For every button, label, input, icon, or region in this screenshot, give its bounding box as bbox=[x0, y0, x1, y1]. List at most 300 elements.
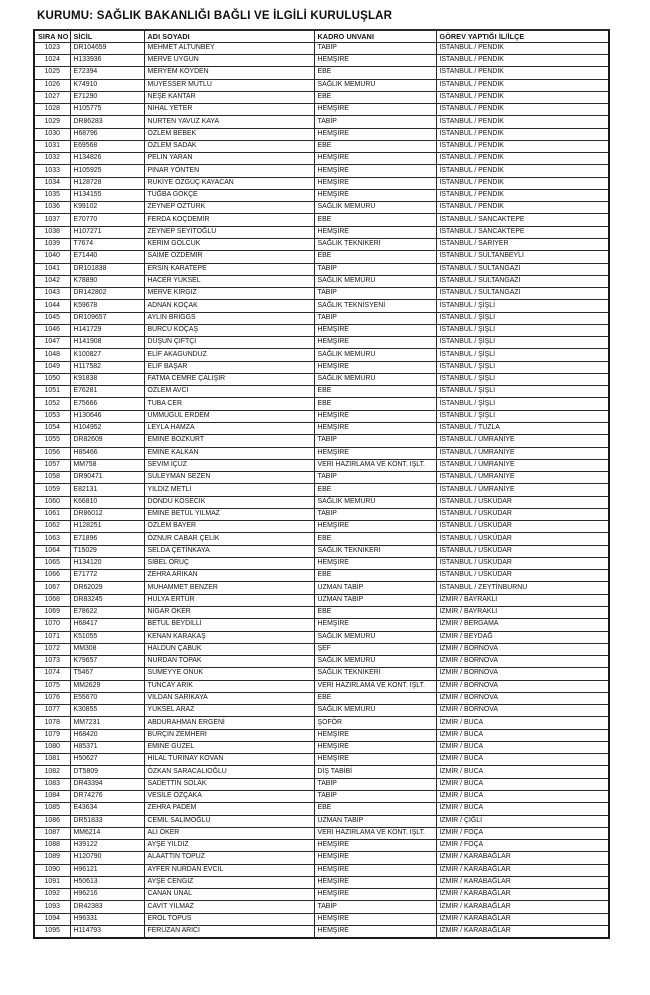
table-cell: BETÜL BEYDİLLİ bbox=[144, 619, 314, 631]
table-cell: İSTANBUL / ÜMRANİYE bbox=[436, 459, 609, 471]
table-cell: DR51833 bbox=[70, 815, 144, 827]
table-row bbox=[34, 484, 609, 496]
table-cell: TUNCAY ARIK bbox=[144, 680, 314, 692]
table-cell: H68420 bbox=[70, 729, 144, 741]
table-cell: 1049 bbox=[34, 361, 70, 373]
table-cell: DR83245 bbox=[70, 594, 144, 606]
table-cell: TABİP bbox=[314, 288, 436, 300]
table-row bbox=[34, 42, 609, 54]
table-row bbox=[34, 631, 609, 643]
table-cell: İSTANBUL / ŞİŞLİ bbox=[436, 373, 609, 385]
table-cell: ÖZLEM SADAK bbox=[144, 140, 314, 152]
table-cell: H50627 bbox=[70, 754, 144, 766]
table-cell: İSTANBUL / SANCAKTEPE bbox=[436, 226, 609, 238]
table-cell: 1034 bbox=[34, 177, 70, 189]
table-cell: H128251 bbox=[70, 521, 144, 533]
table-row bbox=[34, 840, 609, 852]
table-cell: DR86283 bbox=[70, 116, 144, 128]
table-cell: 1074 bbox=[34, 668, 70, 680]
table-cell: 1093 bbox=[34, 901, 70, 913]
table-cell: ABDURAHMAN ERGENİ bbox=[144, 717, 314, 729]
table-cell: 1079 bbox=[34, 729, 70, 741]
table-row bbox=[34, 140, 609, 152]
table-cell: TABİP bbox=[314, 472, 436, 484]
table-cell: 1041 bbox=[34, 263, 70, 275]
table-cell: HEMŞİRE bbox=[314, 324, 436, 336]
table-cell: MEHMET ALTUNBEY bbox=[144, 42, 314, 54]
table-cell: HEMŞİRE bbox=[314, 128, 436, 140]
table-header bbox=[34, 30, 609, 42]
table-cell: TABİP bbox=[314, 790, 436, 802]
table-cell: EMİNE BOZKURT bbox=[144, 435, 314, 447]
table-cell: MERYEM KÖYDEN bbox=[144, 67, 314, 79]
table-cell: AYŞE YILDIZ bbox=[144, 840, 314, 852]
table-cell: H105925 bbox=[70, 165, 144, 177]
table-cell: HEMŞİRE bbox=[314, 557, 436, 569]
table-cell: 1036 bbox=[34, 202, 70, 214]
table-row bbox=[34, 754, 609, 766]
table-cell: H120790 bbox=[70, 852, 144, 864]
table-cell: EROL TOPUS bbox=[144, 913, 314, 925]
table-cell: DR104659 bbox=[70, 42, 144, 54]
table-cell: ALİ ÖKER bbox=[144, 827, 314, 839]
table-cell: ZEYNEP ÖZTÜRK bbox=[144, 202, 314, 214]
table-cell: İZMİR / BUCA bbox=[436, 717, 609, 729]
table-cell: 1094 bbox=[34, 913, 70, 925]
table-cell: K79657 bbox=[70, 656, 144, 668]
table-cell: SAĞLIK TEKNİKERİ bbox=[314, 668, 436, 680]
table-cell: ŞEF bbox=[314, 643, 436, 655]
table-cell: SAĞLIK MEMURU bbox=[314, 705, 436, 717]
table-row bbox=[34, 901, 609, 913]
table-cell: İZMİR / BORNOVA bbox=[436, 656, 609, 668]
table-cell: SAİME ÖZDEMİR bbox=[144, 251, 314, 263]
table-cell: YILDIZ METLİ bbox=[144, 484, 314, 496]
table-cell: KENAN KARAKAŞ bbox=[144, 631, 314, 643]
table-cell: 1046 bbox=[34, 324, 70, 336]
table-cell: İSTANBUL / TUZLA bbox=[436, 423, 609, 435]
table-cell: İSTANBUL / SULTANGAZİ bbox=[436, 263, 609, 275]
table-row bbox=[34, 766, 609, 778]
table-cell: İSTANBUL / PENDİK bbox=[436, 153, 609, 165]
table-cell: İSTANBUL / PENDİK bbox=[436, 42, 609, 54]
table-cell: BURÇİN ZEMHERİ bbox=[144, 729, 314, 741]
table-cell: DÜŞÜN ÇİFTÇİ bbox=[144, 337, 314, 349]
table-cell: İSTANBUL / ŞİŞLİ bbox=[436, 386, 609, 398]
table-cell: 1045 bbox=[34, 312, 70, 324]
table-cell: TUĞBA GÖKÇE bbox=[144, 189, 314, 201]
table-cell: İZMİR / BUCA bbox=[436, 790, 609, 802]
table-cell: HALDUN ÇABUK bbox=[144, 643, 314, 655]
table-cell: İSTANBUL / ÜMRANİYE bbox=[436, 435, 609, 447]
table-row bbox=[34, 533, 609, 545]
table-cell: SÜLEYMAN SEZEN bbox=[144, 472, 314, 484]
table-cell: İSTANBUL / SULTANGAZİ bbox=[436, 275, 609, 287]
table-cell: 1088 bbox=[34, 840, 70, 852]
table-cell: İZMİR / KARABAĞLAR bbox=[436, 913, 609, 925]
table-cell: 1061 bbox=[34, 508, 70, 520]
table-cell: İSTANBUL / PENDİK bbox=[436, 128, 609, 140]
table-cell: DİŞ TABİBİ bbox=[314, 766, 436, 778]
table-cell: H134155 bbox=[70, 189, 144, 201]
table-row bbox=[34, 226, 609, 238]
table-cell: HEMŞİRE bbox=[314, 521, 436, 533]
table-cell: MM7231 bbox=[70, 717, 144, 729]
table-cell: T7674 bbox=[70, 239, 144, 251]
table-cell: 1087 bbox=[34, 827, 70, 839]
table-cell: SAĞLIK MEMURU bbox=[314, 349, 436, 361]
table-cell: 1081 bbox=[34, 754, 70, 766]
table-cell: E69568 bbox=[70, 140, 144, 152]
table-cell: ÖZLEM BAYER bbox=[144, 521, 314, 533]
table-cell: UZMAN TABİP bbox=[314, 594, 436, 606]
table-cell: SAĞLIK TEKNİSYENİ bbox=[314, 300, 436, 312]
column-header-sicil: SİCİL bbox=[70, 30, 144, 42]
table-row bbox=[34, 128, 609, 140]
table-cell: 1080 bbox=[34, 741, 70, 753]
table-cell: İZMİR / BUCA bbox=[436, 803, 609, 815]
table-cell: VİLDAN SARIKAYA bbox=[144, 692, 314, 704]
table-cell: HEMŞİRE bbox=[314, 104, 436, 116]
table-cell: İSTANBUL / ÜSKÜDAR bbox=[436, 545, 609, 557]
table-cell: YÜKSEL ARAZ bbox=[144, 705, 314, 717]
table-cell: E72394 bbox=[70, 67, 144, 79]
table-cell: İZMİR / BEYDAĞ bbox=[436, 631, 609, 643]
table-cell: DR43394 bbox=[70, 778, 144, 790]
table-cell: EBE bbox=[314, 533, 436, 545]
table-cell: 1038 bbox=[34, 226, 70, 238]
table-cell: H133936 bbox=[70, 55, 144, 67]
table-cell: 1064 bbox=[34, 545, 70, 557]
table-cell: MM308 bbox=[70, 643, 144, 655]
table-cell: HİLAL TURİNAY KOVAN bbox=[144, 754, 314, 766]
table-cell: HEMŞİRE bbox=[314, 741, 436, 753]
table-cell: HEMŞİRE bbox=[314, 55, 436, 67]
table-cell: İZMİR / ÇİĞLİ bbox=[436, 815, 609, 827]
table-row bbox=[34, 643, 609, 655]
table-cell: 1025 bbox=[34, 67, 70, 79]
table-row bbox=[34, 202, 609, 214]
table-cell: E76281 bbox=[70, 386, 144, 398]
table-cell: 1083 bbox=[34, 778, 70, 790]
column-header-kadro-unvani: KADRO UNVANI bbox=[314, 30, 436, 42]
column-header-gorev-il-ilce: GÖREV YAPTIĞI İL/İLÇE bbox=[436, 30, 609, 42]
table-cell: MERVE KIRGIZ bbox=[144, 288, 314, 300]
table-cell: 1054 bbox=[34, 423, 70, 435]
table-cell: EMİNE BETÜL YILMAZ bbox=[144, 508, 314, 520]
table-cell: 1043 bbox=[34, 288, 70, 300]
table-cell: K51055 bbox=[70, 631, 144, 643]
table-row bbox=[34, 239, 609, 251]
table-cell: DÖNDÜ KÖSECİK bbox=[144, 496, 314, 508]
table-cell: EBE bbox=[314, 251, 436, 263]
table-row bbox=[34, 398, 609, 410]
table-cell: 1075 bbox=[34, 680, 70, 692]
table-cell: TABİP bbox=[314, 42, 436, 54]
table-cell: DR101838 bbox=[70, 263, 144, 275]
table-cell: VERİ HAZIRLAMA VE KONT. İŞLT. bbox=[314, 827, 436, 839]
table-cell: SAĞLIK MEMURU bbox=[314, 496, 436, 508]
table-cell: 1030 bbox=[34, 128, 70, 140]
table-cell: HEMŞİRE bbox=[314, 423, 436, 435]
table-cell: H128728 bbox=[70, 177, 144, 189]
table-cell: K66810 bbox=[70, 496, 144, 508]
table-cell: İSTANBUL / PENDİK bbox=[436, 67, 609, 79]
table-cell: İZMİR / BORNOVA bbox=[436, 705, 609, 717]
table-cell: İSTANBUL / ÜSKÜDAR bbox=[436, 570, 609, 582]
table-cell: DR109657 bbox=[70, 312, 144, 324]
table-cell: İSTANBUL / PENDİK bbox=[436, 177, 609, 189]
table-cell: 1024 bbox=[34, 55, 70, 67]
table-cell: 1039 bbox=[34, 239, 70, 251]
table-cell: EBE bbox=[314, 803, 436, 815]
table-row bbox=[34, 116, 609, 128]
table-row bbox=[34, 876, 609, 888]
table-cell: BURCU KOÇAŞ bbox=[144, 324, 314, 336]
table-cell: H141908 bbox=[70, 337, 144, 349]
table-cell: MERVE UYGUN bbox=[144, 55, 314, 67]
table-row bbox=[34, 263, 609, 275]
table-row bbox=[34, 373, 609, 385]
table-row bbox=[34, 361, 609, 373]
table-cell: SADETTİN SOLAK bbox=[144, 778, 314, 790]
table-cell: İSTANBUL / ŞİŞLİ bbox=[436, 349, 609, 361]
table-row bbox=[34, 521, 609, 533]
table-cell: HEMŞİRE bbox=[314, 447, 436, 459]
table-row bbox=[34, 165, 609, 177]
table-cell: İZMİR / BUCA bbox=[436, 778, 609, 790]
table-cell: EBE bbox=[314, 692, 436, 704]
table-cell: VERİ HAZIRLAMA VE KONT. İŞLT. bbox=[314, 680, 436, 692]
table-cell: 1071 bbox=[34, 631, 70, 643]
table-cell: EBE bbox=[314, 91, 436, 103]
table-cell: H141729 bbox=[70, 324, 144, 336]
table-cell: 1035 bbox=[34, 189, 70, 201]
table-cell: 1037 bbox=[34, 214, 70, 226]
table-cell: AYŞE CENGİZ bbox=[144, 876, 314, 888]
table-cell: İSTANBUL / ŞİŞLİ bbox=[436, 361, 609, 373]
table-cell: H85466 bbox=[70, 447, 144, 459]
column-header-sira-no: SIRA NO bbox=[34, 30, 70, 42]
table-cell: HEMŞİRE bbox=[314, 165, 436, 177]
table-cell: EBE bbox=[314, 214, 436, 226]
table-cell: 1023 bbox=[34, 42, 70, 54]
table-cell: 1086 bbox=[34, 815, 70, 827]
table-row bbox=[34, 913, 609, 925]
table-row bbox=[34, 300, 609, 312]
table-row bbox=[34, 91, 609, 103]
table-row bbox=[34, 790, 609, 802]
table-cell: E43634 bbox=[70, 803, 144, 815]
table-row bbox=[34, 67, 609, 79]
table-cell: 1033 bbox=[34, 165, 70, 177]
table-row bbox=[34, 864, 609, 876]
table-cell: MM758 bbox=[70, 459, 144, 471]
table-cell: SAĞLIK MEMURU bbox=[314, 79, 436, 91]
table-cell: SELDA ÇETİNKAYA bbox=[144, 545, 314, 557]
table-row bbox=[34, 447, 609, 459]
table-row bbox=[34, 386, 609, 398]
table-cell: SİBEL ORUÇ bbox=[144, 557, 314, 569]
table-row bbox=[34, 815, 609, 827]
table-cell: 1053 bbox=[34, 410, 70, 422]
table-cell: İZMİR / BORNOVA bbox=[436, 668, 609, 680]
table-cell: H134120 bbox=[70, 557, 144, 569]
table-cell: İSTANBUL / ZEYTİNBURNU bbox=[436, 582, 609, 594]
table-cell: CEMİL SALİMOĞLU bbox=[144, 815, 314, 827]
table-cell: ZEHRA ARIKAN bbox=[144, 570, 314, 582]
table-cell: 1026 bbox=[34, 79, 70, 91]
table-cell: VESİLE ÖZÇAKA bbox=[144, 790, 314, 802]
table-cell: İZMİR / BAYRAKLI bbox=[436, 594, 609, 606]
table-cell: İSTANBUL / PENDİK bbox=[436, 116, 609, 128]
table-cell: İSTANBUL / ŞİŞLİ bbox=[436, 312, 609, 324]
table-cell: E71290 bbox=[70, 91, 144, 103]
table-cell: HEMŞİRE bbox=[314, 876, 436, 888]
table-cell: RUKİYE ÖZGÜÇ KAYACAN bbox=[144, 177, 314, 189]
table-cell: HEMŞİRE bbox=[314, 361, 436, 373]
table-cell: İSTANBUL / ÜSKÜDAR bbox=[436, 508, 609, 520]
personnel-table bbox=[33, 29, 610, 939]
table-row bbox=[34, 594, 609, 606]
table-row bbox=[34, 349, 609, 361]
table-cell: HEMŞİRE bbox=[314, 153, 436, 165]
table-cell: HEMŞİRE bbox=[314, 619, 436, 631]
table-row bbox=[34, 153, 609, 165]
table-cell: ELİF BAŞAR bbox=[144, 361, 314, 373]
table-cell: 1092 bbox=[34, 889, 70, 901]
table-row bbox=[34, 619, 609, 631]
table-cell: İZMİR / BORNOVA bbox=[436, 680, 609, 692]
table-cell: SÜMEYYE ONUK bbox=[144, 668, 314, 680]
table-cell: H50613 bbox=[70, 876, 144, 888]
table-row bbox=[34, 668, 609, 680]
table-row bbox=[34, 889, 609, 901]
table-cell: HEMŞİRE bbox=[314, 729, 436, 741]
table-cell: EMİNE GÜZEL bbox=[144, 741, 314, 753]
table-cell: İSTANBUL / ŞİŞLİ bbox=[436, 410, 609, 422]
table-cell: E71896 bbox=[70, 533, 144, 545]
table-cell: H104952 bbox=[70, 423, 144, 435]
table-cell: LEYLA HAMZA bbox=[144, 423, 314, 435]
table-cell: 1095 bbox=[34, 925, 70, 937]
table-cell: H96121 bbox=[70, 864, 144, 876]
table-cell: İSTANBUL / ŞİŞLİ bbox=[436, 300, 609, 312]
table-cell: İZMİR / BAYRAKLI bbox=[436, 606, 609, 618]
table-cell: DR74276 bbox=[70, 790, 144, 802]
table-row bbox=[34, 717, 609, 729]
table-cell: İZMİR / BUCA bbox=[436, 754, 609, 766]
table-cell: AYFER NURDAN EVCİL bbox=[144, 864, 314, 876]
table-cell: ÖZNUR CABAR ÇELİK bbox=[144, 533, 314, 545]
table-cell: HEMŞİRE bbox=[314, 925, 436, 937]
table-cell: TABİP bbox=[314, 263, 436, 275]
table-cell: İZMİR / KARABAĞLAR bbox=[436, 901, 609, 913]
table-row bbox=[34, 741, 609, 753]
table-cell: TABİP bbox=[314, 778, 436, 790]
column-header-adi-soyadi: ADI SOYADI bbox=[144, 30, 314, 42]
table-cell: İSTANBUL / SANCAKTEPE bbox=[436, 214, 609, 226]
table-cell: HEMŞİRE bbox=[314, 754, 436, 766]
table-cell: SAĞLIK MEMURU bbox=[314, 275, 436, 287]
table-cell: H117582 bbox=[70, 361, 144, 373]
table-cell: 1090 bbox=[34, 864, 70, 876]
table-cell: DR62029 bbox=[70, 582, 144, 594]
table-cell: ELİF AKAGUNDUZ bbox=[144, 349, 314, 361]
table-cell: E71772 bbox=[70, 570, 144, 582]
table-cell: HEMŞİRE bbox=[314, 913, 436, 925]
table-cell: ÜMMÜGÜL ERDEM bbox=[144, 410, 314, 422]
table-cell: K100827 bbox=[70, 349, 144, 361]
table-cell: 1040 bbox=[34, 251, 70, 263]
table-row bbox=[34, 275, 609, 287]
table-row bbox=[34, 680, 609, 692]
table-row bbox=[34, 925, 609, 937]
table-cell: EBE bbox=[314, 606, 436, 618]
table-cell: İSTANBUL / SULTANGAZİ bbox=[436, 288, 609, 300]
table-cell: 1091 bbox=[34, 876, 70, 888]
table-body bbox=[34, 42, 609, 937]
table-cell: 1057 bbox=[34, 459, 70, 471]
table-cell: CAVİT YILMAZ bbox=[144, 901, 314, 913]
table-cell: NURDAN TOPAK bbox=[144, 656, 314, 668]
table-cell: İZMİR / BORNOVA bbox=[436, 643, 609, 655]
table-cell: H96216 bbox=[70, 889, 144, 901]
table-cell: İSTANBUL / PENDİK bbox=[436, 189, 609, 201]
table-cell: NİGAR ÖKER bbox=[144, 606, 314, 618]
table-cell: ÖZLEM AVCI bbox=[144, 386, 314, 398]
table-cell: 1073 bbox=[34, 656, 70, 668]
table-cell: H68796 bbox=[70, 128, 144, 140]
table-cell: İSTANBUL / PENDİK bbox=[436, 91, 609, 103]
table-cell: İZMİR / BUCA bbox=[436, 741, 609, 753]
table-cell: İSTANBUL / ŞİŞLİ bbox=[436, 398, 609, 410]
table-cell: SAĞLIK TEKNİKERİ bbox=[314, 545, 436, 557]
table-cell: K78890 bbox=[70, 275, 144, 287]
table-cell: İZMİR / FOÇA bbox=[436, 840, 609, 852]
table-cell: 1027 bbox=[34, 91, 70, 103]
table-cell: HEMŞİRE bbox=[314, 337, 436, 349]
table-cell: 1050 bbox=[34, 373, 70, 385]
table-cell: İSTANBUL / PENDİK bbox=[436, 104, 609, 116]
table-row bbox=[34, 337, 609, 349]
document-title: KURUMU: SAĞLIK BAKANLIĞI BAĞLI VE İLGİLİ KURULUŞLAR bbox=[37, 10, 393, 22]
table-cell: EBE bbox=[314, 67, 436, 79]
table-cell: 1031 bbox=[34, 140, 70, 152]
table-cell: ZEYNEP SEYİTOĞLU bbox=[144, 226, 314, 238]
table-cell: 1063 bbox=[34, 533, 70, 545]
table-cell: H114793 bbox=[70, 925, 144, 937]
table-cell: 1062 bbox=[34, 521, 70, 533]
table-row bbox=[34, 852, 609, 864]
table-cell: 1051 bbox=[34, 386, 70, 398]
table-cell: 1069 bbox=[34, 606, 70, 618]
table-cell: 1082 bbox=[34, 766, 70, 778]
table-cell: İSTANBUL / PENDİK bbox=[436, 79, 609, 91]
table-cell: E75666 bbox=[70, 398, 144, 410]
table-cell: 1052 bbox=[34, 398, 70, 410]
table-cell: E82131 bbox=[70, 484, 144, 496]
table-cell: H68417 bbox=[70, 619, 144, 631]
table-cell: İZMİR / BERGAMA bbox=[436, 619, 609, 631]
table-cell: E55670 bbox=[70, 692, 144, 704]
table-row bbox=[34, 496, 609, 508]
table-row bbox=[34, 803, 609, 815]
table-cell: 1070 bbox=[34, 619, 70, 631]
table-cell: 1084 bbox=[34, 790, 70, 802]
table-cell: H105775 bbox=[70, 104, 144, 116]
table-row bbox=[34, 410, 609, 422]
